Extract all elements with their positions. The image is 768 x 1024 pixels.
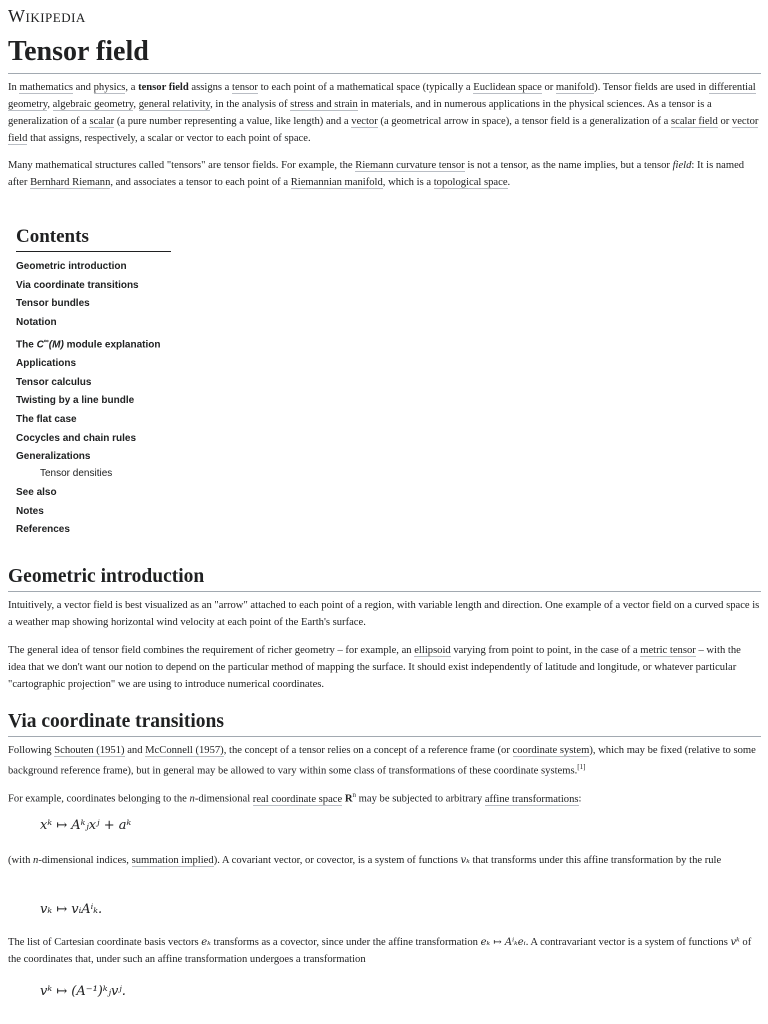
- inline-link[interactable]: coordinate system: [512, 745, 590, 756]
- inline-link[interactable]: algebraic geometry: [52, 99, 134, 110]
- coordinate-paragraph-3: (with n-dimensional indices, summation implied). A covariant vector, or covector, is a system of functions vₖ that transforms under this affine transformation by the rule: [8, 855, 722, 866]
- lead-paragraph-1: In mathematics and physics, a tensor field assigns a tensor to each point of a mathematical space (typically a Euclidean space or manifold). Tensor fields are used in differential geometry, algebraic geometry, general relativity, in the analysis of stress and strain in materials, and in numerous applications in the physical sciences. As a tensor is a generalization of a scalar (a pure number representing a value, like length) and a vector (a geometrical arrow in space), a tensor field is a generalization of a scalar field or vector field that assigns, respectively, a scalar or vector to each point of space.: [8, 82, 759, 144]
- inline-link[interactable]: scalar: [89, 116, 115, 127]
- inline-link[interactable]: stress and strain: [290, 99, 358, 110]
- inline-link[interactable]: metric tensor: [640, 645, 696, 656]
- toc-item-twisting-by-line-bundle[interactable]: Twisting by a line bundle: [16, 395, 135, 407]
- title-divider: [8, 73, 761, 74]
- toc-item-notation[interactable]: Notation: [16, 317, 57, 329]
- toc-subitem-tensor-densities[interactable]: Tensor densities: [40, 468, 113, 480]
- inline-link[interactable]: affine transformations: [484, 793, 579, 805]
- inline-link[interactable]: Bernhard Riemann: [30, 177, 111, 188]
- toc-item-applications[interactable]: Applications: [16, 357, 77, 369]
- toc-list: [16, 258, 186, 540]
- inline-link[interactable]: McConnell (1957): [145, 745, 224, 756]
- geometric-paragraph-2: The general idea of tensor field combines the requirement of richer geometry – for example, an ellipsoid varying from point to point, in the case of a metric tensor – with the idea that we don't want our notion to depend on the particular method of mapping the surface. It should exist independently of latitude and longitude, or whatever particular "cartographic projection" we are using to introduce numerical coordinates.: [8, 645, 741, 690]
- coordinate-paragraph-2: For example, coordinates belonging to the n-dimensional real coordinate space $R^n$ may be subjected to arbitrary affine transformations:: [8, 791, 582, 805]
- section-heading-via-coordinate-transitions: Via coordinate transitions: [8, 711, 761, 737]
- inline-link[interactable]: scalar field: [671, 116, 718, 127]
- toc-item-tensor-calculus[interactable]: Tensor calculus: [16, 376, 92, 388]
- coordinate-paragraph-4: The list of Cartesian coordinate basis vectors eₖ transforms as a covector, since under the affine transformation eₖ ↦ Aⁱₖeᵢ. A contravariant vector is a system of functions vᵏ of the coordinates that, under such an affine transformation undergoes a transformation: [8, 937, 752, 965]
- inline-link[interactable]: mathematics: [19, 82, 74, 93]
- wikipedia-wordmark[interactable]: Wikipedia: [8, 6, 86, 26]
- toc-title: Contents: [16, 226, 171, 252]
- toc-item-flat-case[interactable]: The flat case: [16, 413, 77, 425]
- inline-link[interactable]: real coordinate space: [252, 793, 343, 805]
- contravariant-transformation-equation: vᵏ ↦ (A⁻¹)ᵏⱼvʲ.: [40, 984, 126, 999]
- affine-transformation-equation: xᵏ ↦ Aᵏⱼxʲ + aᵏ: [40, 818, 132, 833]
- toc-item-cocycles-chain-rules[interactable]: Cocycles and chain rules: [16, 432, 137, 444]
- inline-link[interactable]: Riemannian manifold: [290, 177, 383, 188]
- inline-link[interactable]: ellipsoid: [414, 645, 451, 656]
- toc-item-generalizations[interactable]: Generalizations: [16, 451, 91, 463]
- lead-paragraph-2: Many mathematical structures called "tensors" are tensor fields. For example, the Riemann curvature tensor is not a tensor, as the name implies, but a tensor field: It is named after Bernhard Riemann, and associates a tensor to each point of a Riemannian manifold, which is a topological space.: [8, 160, 745, 188]
- toc-item-geometric-introduction[interactable]: Geometric introduction: [16, 261, 127, 272]
- toc-item-notes[interactable]: Notes: [16, 505, 44, 517]
- geometric-paragraph-1: Intuitively, a vector field is best visualized as an "arrow" attached to each point of a region, with variable length and direction. One example of a vector field on a curved space is a weather map showing horizontal wind velocity at each point of the Earth's surface.: [8, 600, 760, 628]
- inline-link[interactable]: topological space: [433, 177, 508, 188]
- toc-item-module-explanation[interactable]: The C∞(M) module explanation: [16, 337, 161, 351]
- table-of-contents: [16, 226, 186, 540]
- page-title: Tensor field: [8, 36, 149, 67]
- inline-link[interactable]: Schouten (1951): [54, 745, 125, 756]
- toc-item-tensor-bundles[interactable]: Tensor bundles: [16, 298, 90, 310]
- inline-link[interactable]: vector field: [8, 116, 759, 144]
- inline-link[interactable]: general relativity: [138, 99, 211, 110]
- toc-item-see-also[interactable]: See also: [16, 487, 57, 499]
- inline-link[interactable]: manifold: [555, 82, 595, 93]
- inline-link[interactable]: differential geometry: [8, 82, 756, 110]
- inline-link[interactable]: physics: [93, 82, 126, 93]
- toc-item-via-coordinate-transitions[interactable]: Via coordinate transitions: [16, 279, 139, 291]
- section-heading-geometric-introduction: Geometric introduction: [8, 566, 761, 592]
- toc-item-references[interactable]: References: [16, 524, 70, 536]
- inline-link[interactable]: Euclidean space: [473, 82, 542, 93]
- inline-link[interactable]: Riemann curvature tensor: [355, 160, 465, 171]
- inline-link[interactable]: summation implied: [131, 855, 214, 866]
- inline-link[interactable]: tensor: [232, 82, 258, 93]
- coordinate-paragraph-1: Following Schouten (1951) and McConnell (1957), the concept of a tensor relies on a concept of a reference frame (or coordinate system), which may be fixed (relative to some background reference frame), but in general may be allowed to vary within some class of transformations of these coordinate systems.[1]: [8, 745, 756, 777]
- inline-link[interactable]: vector: [351, 116, 378, 127]
- covector-transformation-equation: vₖ ↦ vᵢAⁱₖ.: [40, 902, 103, 917]
